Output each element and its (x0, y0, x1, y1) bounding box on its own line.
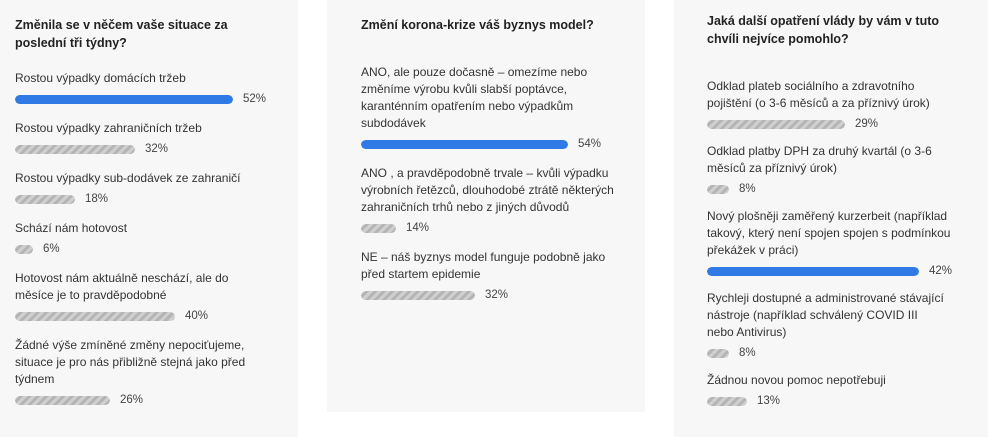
result-bar (15, 245, 33, 254)
result-bar (15, 145, 135, 154)
option-label: NE – náš byznys model funguje podobně jako před startem epidemie (361, 250, 606, 281)
poll-option[interactable] (15, 120, 298, 158)
poll-option[interactable] (15, 170, 298, 208)
result-bar (15, 95, 233, 104)
option-percent: 6% (43, 243, 60, 255)
poll-question: Jaká další opatření vlády by vám v tuto chvíli nejvíce pomohlo? (707, 14, 940, 46)
option-label: Rostou výpadky sub-dodávek ze zahraničí (15, 171, 241, 185)
poll-option[interactable] (15, 270, 255, 325)
option-label: Žádné výše zmíněné změny nepociťujeme, situace je pro nás přibližně stejná jako před týdnem (15, 338, 246, 386)
result-bar-fill (361, 140, 568, 149)
option-label: Žádnou novou pomoc nepotřebuji (707, 373, 886, 387)
result-bar-fill (15, 195, 75, 204)
poll-question: Změní korona-krize váš byznys model? (361, 18, 594, 32)
result-bar-fill (361, 224, 396, 233)
result-bar (361, 291, 475, 300)
poll-option[interactable] (707, 290, 947, 362)
option-label: Odklad plateb sociálního a zdravotního pojištění (o 3-6 měsíců a za příznivý úrok) (707, 79, 930, 110)
option-percent: 26% (120, 394, 144, 406)
poll-option[interactable] (15, 70, 298, 108)
poll-options (361, 64, 645, 304)
option-percent: 54% (577, 138, 601, 150)
option-label: Schází nám hotovost (15, 221, 128, 235)
option-label: Nový plošněji zaměřený kurzerbeit (například takový, který není spojen spojen s podmínkou překážek v práci) (707, 209, 951, 257)
option-percent: 18% (85, 193, 109, 205)
result-bar-fill (707, 267, 919, 276)
option-label: Rostou výpadky zahraničních tržeb (15, 121, 202, 135)
result-bar-fill (15, 312, 175, 321)
option-label: Rychleji dostupné a administrované stávající nástroje (například schválený COVID III nebo Antivirus) (707, 291, 944, 339)
result-bar-fill (361, 291, 475, 300)
option-percent: 29% (855, 118, 879, 130)
result-bar-fill (707, 397, 747, 406)
result-bar (707, 185, 729, 194)
option-label: Odklad platby DPH za druhý kvartál (o 3-6 měsíců za příznivý úrok) (707, 144, 932, 175)
option-percent: 40% (185, 310, 209, 322)
poll-options (707, 78, 988, 410)
option-percent: 8% (739, 347, 756, 359)
option-label: Hotovost nám aktuálně neschází, ale do měsíce je to pravděpodobné (15, 271, 229, 302)
result-bar (707, 120, 845, 129)
result-bar (15, 312, 175, 321)
result-bar-fill (707, 120, 845, 129)
result-bar-fill (15, 245, 33, 254)
poll-option[interactable] (707, 143, 947, 198)
poll-options (15, 70, 298, 409)
poll-panel-situation (0, 0, 298, 437)
result-bar (707, 349, 729, 358)
result-bar-fill (15, 145, 135, 154)
result-bar-fill (15, 95, 233, 104)
option-percent: 52% (243, 93, 267, 105)
poll-option[interactable] (361, 64, 601, 153)
option-percent: 14% (406, 222, 430, 234)
result-bar (15, 195, 75, 204)
option-label: Rostou výpadky domácích tržeb (15, 71, 186, 85)
poll-option[interactable] (707, 208, 952, 280)
result-bar (707, 397, 747, 406)
poll-question: Změnila se v něčem vaše situace za poslední tři týdny? (15, 18, 228, 50)
option-percent: 32% (145, 143, 169, 155)
option-percent: 8% (739, 183, 756, 195)
result-bar-fill (707, 185, 729, 194)
poll-option[interactable] (361, 249, 606, 304)
poll-option[interactable] (361, 165, 616, 237)
poll-panel-government-measures (674, 0, 988, 437)
result-bar (361, 224, 396, 233)
option-label: ANO, ale pouze dočasně – omezíme nebo změníme výrobu kvůli slabší poptávce, karanténním opatřením nebo výpadkům subdodávek (361, 65, 588, 130)
result-bar-fill (15, 396, 110, 405)
result-bar (15, 396, 110, 405)
result-bar-fill (707, 349, 729, 358)
poll-option[interactable] (707, 372, 988, 410)
option-percent: 32% (485, 289, 509, 301)
result-bar (707, 267, 919, 276)
option-percent: 42% (928, 265, 952, 277)
poll-option[interactable] (15, 220, 298, 258)
poll-option[interactable] (707, 78, 937, 133)
option-label: ANO , a pravděpodobně trvale – kvůli výpadku výrobních řetězců, dlouhodobé ztrátě některých zahraničních trhů nebo z jiných důvodů (361, 166, 614, 214)
poll-panel-business-model (327, 0, 645, 412)
option-percent: 13% (757, 395, 781, 407)
result-bar (361, 140, 568, 149)
poll-option[interactable] (15, 337, 255, 409)
